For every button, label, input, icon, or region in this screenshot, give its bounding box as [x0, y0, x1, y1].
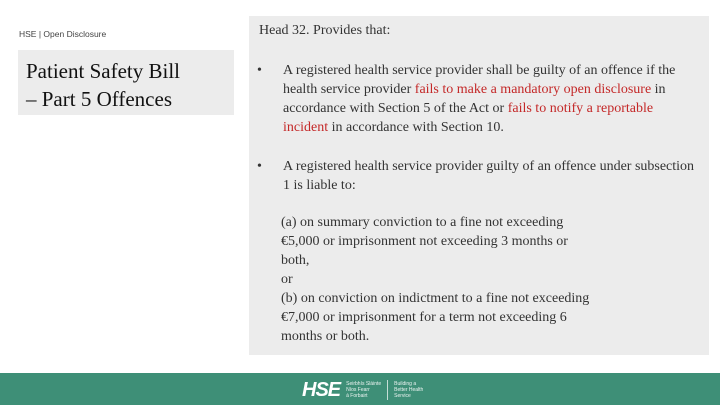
bullet-dot-icon: • [257, 63, 262, 78]
penalty-details [281, 213, 681, 346]
title-line-1: Patient Safety Bill [26, 59, 180, 83]
penalty-line: (b) on conviction on indictment to a fine not exceeding [281, 291, 590, 306]
penalty-line: months or both. [281, 329, 370, 344]
penalty-line: €7,000 or imprisonment for a term not exceeding 6 [281, 310, 567, 325]
bullet-2-text: A registered health service provider guilty of an offence under subsection 1 is liable to: [283, 159, 695, 193]
bullet-1 [257, 61, 697, 137]
logo-divider [387, 380, 388, 400]
penalty-line: both, [281, 253, 310, 268]
penalty-line: or [281, 272, 293, 287]
highlight-fails-notify: fails to notify a reportable incident [283, 101, 654, 135]
slide-title [26, 57, 232, 113]
highlight-fails-disclosure: fails to make a mandatory open disclosure [414, 82, 652, 97]
penalty-line: (a) on summary conviction to a fine not exceeding [281, 215, 564, 230]
title-line-2: – Part 5 Offences [26, 87, 172, 111]
bullet-1-text: A registered health service provider shall be guilty of an offence if the health service provider fails to make a mandatory open disclosure in accordance with Section 5 of the Act or fails to notify a reportable incident in accordance with Section 10. [283, 63, 676, 135]
lead-text: Head 32. Provides that: [259, 23, 391, 38]
content-panel [249, 16, 709, 355]
logo-irish-text: Seirbhís Sláinte Níos Fearr á Forbairt [346, 381, 382, 399]
hse-logo [302, 378, 423, 402]
logo-english-text: Building a Better Health Service [394, 381, 424, 399]
hse-logo-mark: HSE [302, 378, 341, 401]
header-label: HSE | Open Disclosure [19, 29, 107, 39]
title-box [18, 50, 234, 115]
bullet-dot-icon: • [257, 159, 262, 174]
penalty-line: €5,000 or imprisonment not exceeding 3 months or [281, 234, 568, 249]
bullet-2 [257, 157, 697, 195]
